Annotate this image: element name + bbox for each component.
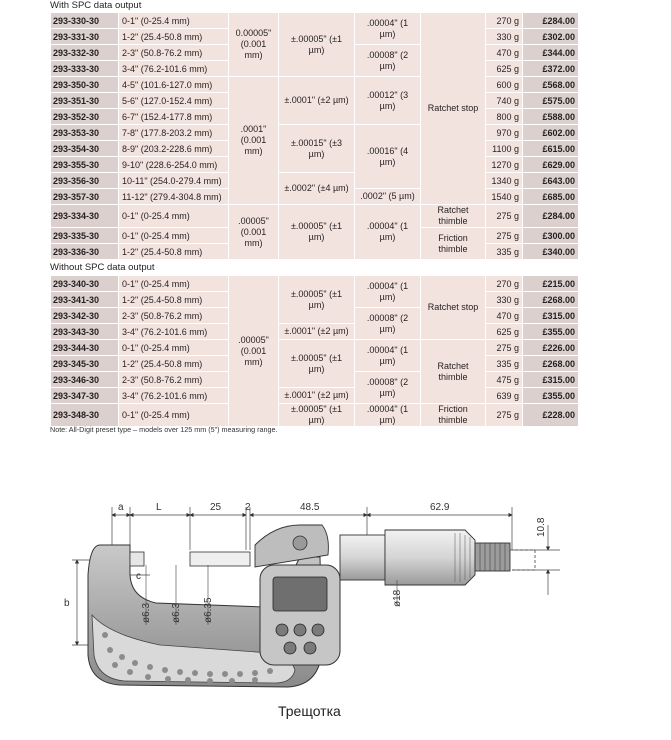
button-icon bbox=[312, 624, 324, 636]
measuring-range: 0-1" (0-25.4 mm) bbox=[119, 228, 229, 244]
model-code: 293-353-30 bbox=[51, 125, 119, 141]
price: £268.00 bbox=[523, 356, 579, 372]
model-code: 293-355-30 bbox=[51, 157, 119, 173]
dim-b: b bbox=[64, 598, 70, 609]
dim-62-9: 62.9 bbox=[430, 502, 450, 513]
price: £355.00 bbox=[523, 324, 579, 340]
mass: 475 g bbox=[486, 372, 523, 388]
resolution-cell: .00005" (0.001 mm) bbox=[229, 276, 279, 427]
nospc-spec-table bbox=[50, 275, 579, 427]
dim-a: a bbox=[118, 502, 124, 513]
price: £602.00 bbox=[523, 125, 579, 141]
model-code: 293-331-30 bbox=[51, 29, 119, 45]
feed-cell: Ratchet stop bbox=[421, 13, 486, 205]
model-code: 293-336-30 bbox=[51, 244, 119, 260]
price: £685.00 bbox=[523, 189, 579, 205]
measuring-range: 1-2" (25.4-50.8 mm) bbox=[119, 356, 229, 372]
model-code: 293-350-30 bbox=[51, 77, 119, 93]
dim-phi-6-3-spindle: ø6.3 bbox=[171, 602, 182, 623]
accuracy-cell: ±.00005" (±1 µm) bbox=[279, 340, 355, 388]
model-code: 293-343-30 bbox=[51, 324, 119, 340]
mass: 625 g bbox=[486, 61, 523, 77]
model-code: 293-344-30 bbox=[51, 340, 119, 356]
price: £228.00 bbox=[523, 404, 579, 427]
accuracy-cell: ±.00005" (±1 µm) bbox=[279, 205, 355, 260]
accuracy-cell: ±.00005" (±1 µm) bbox=[279, 404, 355, 427]
measuring-range: 8-9" (203.2-228.6 mm) bbox=[119, 141, 229, 157]
model-code: 293-342-30 bbox=[51, 308, 119, 324]
mass: 600 g bbox=[486, 77, 523, 93]
mass: 270 g bbox=[486, 276, 523, 292]
flatness-cell: .00004" (1 µm) bbox=[355, 205, 421, 260]
measuring-range: 5-6" (127.0-152.4 mm) bbox=[119, 93, 229, 109]
mass: 270 g bbox=[486, 13, 523, 29]
price: £629.00 bbox=[523, 157, 579, 173]
measuring-range: 2-3" (50.8-76.2 mm) bbox=[119, 372, 229, 388]
measuring-range: 7-8" (177.8-203.2 mm) bbox=[119, 125, 229, 141]
thimble bbox=[385, 530, 475, 585]
price: £344.00 bbox=[523, 45, 579, 61]
mass: 1340 g bbox=[486, 173, 523, 189]
sleeve bbox=[340, 535, 385, 580]
button-icon bbox=[276, 624, 288, 636]
accuracy-cell: ±.0001" (±2 µm) bbox=[279, 324, 355, 340]
measuring-range: 1-2" (25.4-50.8 mm) bbox=[119, 244, 229, 260]
price: £226.00 bbox=[523, 340, 579, 356]
accuracy-cell: ±.00005" (±1 µm) bbox=[279, 276, 355, 324]
price: £315.00 bbox=[523, 308, 579, 324]
measuring-range: 0-1" (0-25.4 mm) bbox=[119, 205, 229, 228]
resolution-cell: 0.00005" (0.001 mm) bbox=[229, 13, 279, 77]
dim-L: L bbox=[156, 502, 162, 513]
model-code: 293-348-30 bbox=[51, 404, 119, 427]
model-code: 293-351-30 bbox=[51, 93, 119, 109]
price: £372.00 bbox=[523, 61, 579, 77]
measuring-range: 3-4" (76.2-101.6 mm) bbox=[119, 388, 229, 404]
price: £340.00 bbox=[523, 244, 579, 260]
mass: 275 g bbox=[486, 340, 523, 356]
mass: 330 g bbox=[486, 29, 523, 45]
anvil bbox=[130, 552, 144, 566]
mass: 275 g bbox=[486, 404, 523, 427]
footnote: Note: All-Digit preset type – models over 125 mm (5") measuring range. bbox=[50, 425, 278, 434]
model-code: 293-357-30 bbox=[51, 189, 119, 205]
micrometer-drawing bbox=[60, 495, 560, 700]
measuring-range: 6-7" (152.4-177.8 mm) bbox=[119, 109, 229, 125]
dim-phi-6-3-anvil: ø6.3 bbox=[141, 602, 152, 623]
flatness-cell: .00004" (1 µm) bbox=[355, 404, 421, 427]
mass: 970 g bbox=[486, 125, 523, 141]
model-code: 293-334-30 bbox=[51, 205, 119, 228]
mass: 470 g bbox=[486, 308, 523, 324]
button-icon bbox=[304, 642, 316, 654]
measuring-range: 1-2" (25.4-50.8 mm) bbox=[119, 29, 229, 45]
price: £315.00 bbox=[523, 372, 579, 388]
mass: 800 g bbox=[486, 109, 523, 125]
mass: 275 g bbox=[486, 228, 523, 244]
flatness-cell: .00008" (2 µm) bbox=[355, 372, 421, 404]
feed-cell: Friction thimble bbox=[421, 228, 486, 260]
model-code: 293-332-30 bbox=[51, 45, 119, 61]
flatness-cell: .0002" (5 µm) bbox=[355, 189, 421, 205]
flatness-cell: .00004" (1 µm) bbox=[355, 340, 421, 372]
dim-phi-18: ø18 bbox=[392, 589, 403, 607]
measuring-range: 0-1" (0-25.4 mm) bbox=[119, 13, 229, 29]
measuring-range: 1-2" (25.4-50.8 mm) bbox=[119, 292, 229, 308]
flatness-cell: .00016" (4 µm) bbox=[355, 125, 421, 189]
dim-25: 25 bbox=[210, 502, 222, 513]
feed-cell: Ratchet thimble bbox=[421, 340, 486, 404]
nospc-section-title: Without SPC data output bbox=[50, 262, 155, 273]
feed-cell: Ratchet thimble bbox=[421, 205, 486, 228]
model-code: 293-356-30 bbox=[51, 173, 119, 189]
feed-cell: Friction thimble bbox=[421, 404, 486, 427]
model-code: 293-346-30 bbox=[51, 372, 119, 388]
measuring-range: 2-3" (50.8-76.2 mm) bbox=[119, 45, 229, 61]
spindle bbox=[190, 552, 250, 566]
price: £355.00 bbox=[523, 388, 579, 404]
mass: 639 g bbox=[486, 388, 523, 404]
model-code: 293-330-30 bbox=[51, 13, 119, 29]
resolution-cell: .0001" (0.001 mm) bbox=[229, 77, 279, 205]
clamp-lever bbox=[293, 536, 307, 550]
mass: 740 g bbox=[486, 93, 523, 109]
dim-c: c bbox=[136, 571, 141, 582]
measuring-range: 3-4" (76.2-101.6 mm) bbox=[119, 324, 229, 340]
mass: 1540 g bbox=[486, 189, 523, 205]
mass: 1270 g bbox=[486, 157, 523, 173]
drawing-caption: Трещотка bbox=[278, 703, 341, 719]
mass: 335 g bbox=[486, 356, 523, 372]
dim-48-5: 48.5 bbox=[300, 502, 320, 513]
flatness-cell: .00008" (2 µm) bbox=[355, 308, 421, 340]
measuring-range: 10-11" (254.0-279.4 mm) bbox=[119, 173, 229, 189]
flatness-cell: .00004" (1 µm) bbox=[355, 276, 421, 308]
lcd-display bbox=[273, 577, 327, 611]
spc-section-title: With SPC data output bbox=[50, 0, 142, 11]
measuring-range: 11-12" (279.4-304.8 mm) bbox=[119, 189, 229, 205]
mass: 335 g bbox=[486, 244, 523, 260]
price: £215.00 bbox=[523, 276, 579, 292]
accuracy-cell: ±.0001" (±2 µm) bbox=[279, 388, 355, 404]
measuring-range: 0-1" (0-25.4 mm) bbox=[119, 340, 229, 356]
price: £284.00 bbox=[523, 13, 579, 29]
model-code: 293-347-30 bbox=[51, 388, 119, 404]
accuracy-cell: ±.0001" (±2 µm) bbox=[279, 77, 355, 125]
dim-2: 2 bbox=[245, 502, 251, 513]
accuracy-cell: ±.0002" (±4 µm) bbox=[279, 173, 355, 205]
measuring-range: 0-1" (0-25.4 mm) bbox=[119, 404, 229, 427]
model-code: 293-345-30 bbox=[51, 356, 119, 372]
measuring-range: 4-5" (101.6-127.0 mm) bbox=[119, 77, 229, 93]
measuring-range: 3-4" (76.2-101.6 mm) bbox=[119, 61, 229, 77]
model-code: 293-335-30 bbox=[51, 228, 119, 244]
mass: 275 g bbox=[486, 205, 523, 228]
price: £568.00 bbox=[523, 77, 579, 93]
flatness-cell: .00008" (2 µm) bbox=[355, 45, 421, 77]
price: £575.00 bbox=[523, 93, 579, 109]
accuracy-cell: ±.00005" (±1 µm) bbox=[279, 13, 355, 77]
price: £302.00 bbox=[523, 29, 579, 45]
measuring-range: 0-1" (0-25.4 mm) bbox=[119, 276, 229, 292]
dim-10-8: 10.8 bbox=[536, 517, 547, 537]
price: £300.00 bbox=[523, 228, 579, 244]
price: £643.00 bbox=[523, 173, 579, 189]
feed-cell: Ratchet stop bbox=[421, 276, 486, 340]
measuring-range: 2-3" (50.8-76.2 mm) bbox=[119, 308, 229, 324]
price: £284.00 bbox=[523, 205, 579, 228]
resolution-cell: .00005" (0.001 mm) bbox=[229, 205, 279, 260]
button-icon bbox=[284, 642, 296, 654]
model-code: 293-352-30 bbox=[51, 109, 119, 125]
mass: 470 g bbox=[486, 45, 523, 61]
model-code: 293-340-30 bbox=[51, 276, 119, 292]
price: £268.00 bbox=[523, 292, 579, 308]
measuring-range: 9-10" (228.6-254.0 mm) bbox=[119, 157, 229, 173]
dim-phi-6-35: ø6.35 bbox=[203, 597, 214, 623]
model-code: 293-354-30 bbox=[51, 141, 119, 157]
spc-spec-table bbox=[50, 12, 579, 260]
flatness-cell: .00004" (1 µm) bbox=[355, 13, 421, 45]
accuracy-cell: ±.00015" (±3 µm) bbox=[279, 125, 355, 173]
mass: 1100 g bbox=[486, 141, 523, 157]
price: £588.00 bbox=[523, 109, 579, 125]
button-icon bbox=[294, 624, 306, 636]
price: £615.00 bbox=[523, 141, 579, 157]
flatness-cell: .00012" (3 µm) bbox=[355, 77, 421, 125]
model-code: 293-333-30 bbox=[51, 61, 119, 77]
mass: 625 g bbox=[486, 324, 523, 340]
mass: 330 g bbox=[486, 292, 523, 308]
model-code: 293-341-30 bbox=[51, 292, 119, 308]
